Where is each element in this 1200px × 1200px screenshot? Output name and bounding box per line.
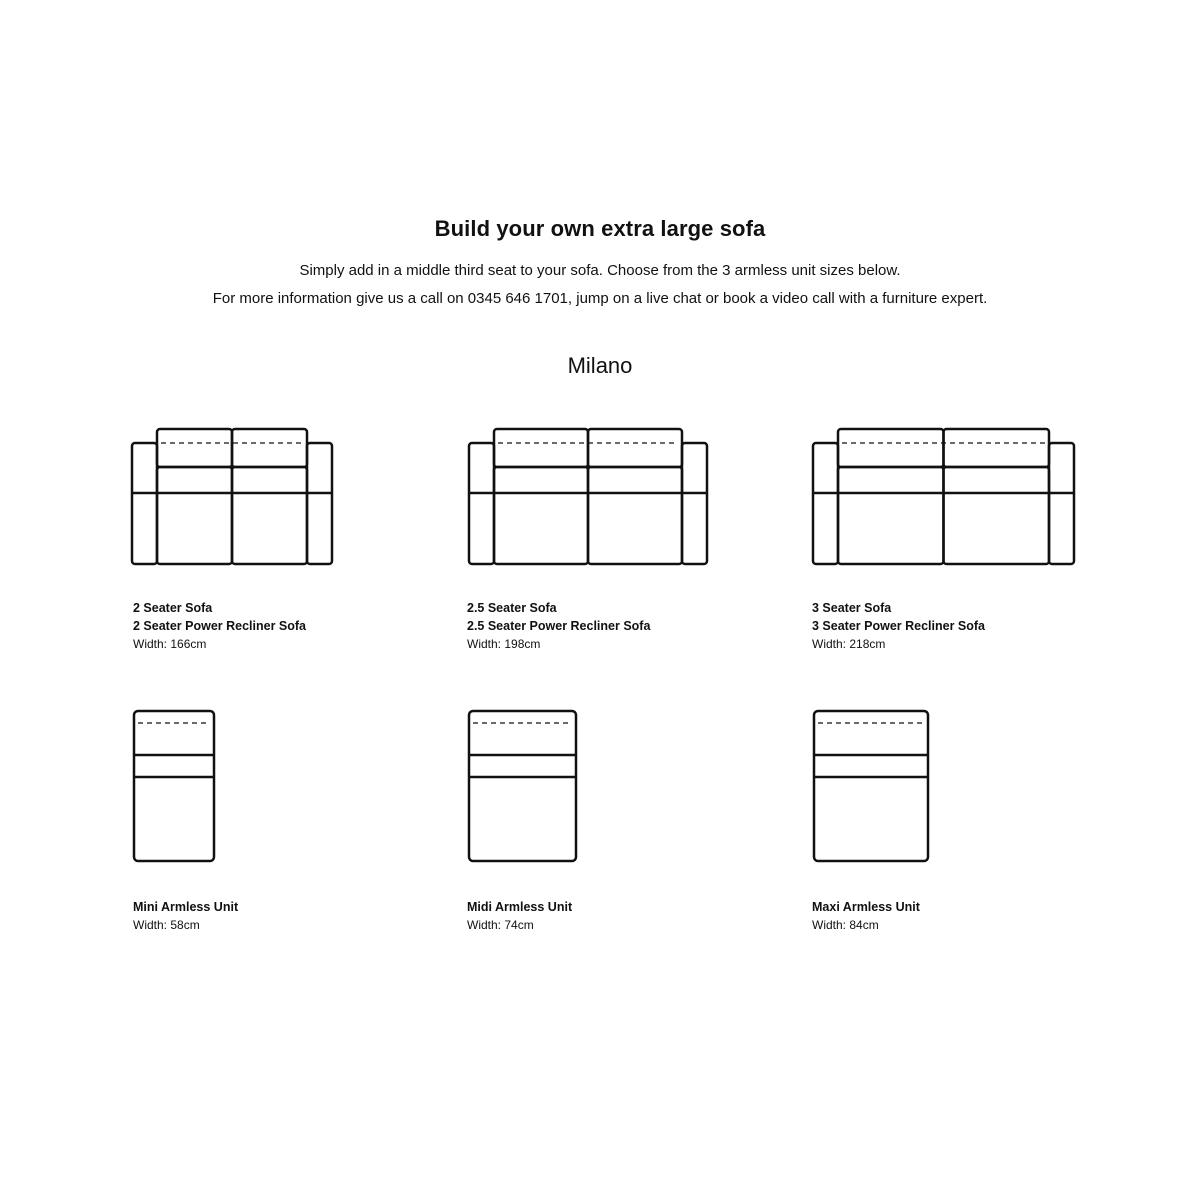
unit-width: Width: 84cm xyxy=(812,918,879,932)
sofa-width: Width: 218cm xyxy=(812,637,886,651)
unit-name: Maxi Armless Unit xyxy=(812,900,920,914)
sofa-name: 2.5 Seater Sofa xyxy=(467,601,557,615)
unit-width: Width: 74cm xyxy=(467,918,534,932)
sofa-caption xyxy=(467,599,650,653)
unit-caption xyxy=(812,898,920,934)
sofa-variant: 3 Seater Power Recliner Sofa xyxy=(812,619,985,633)
right-arm xyxy=(682,443,707,564)
sofa-name: 2 Seater Sofa xyxy=(133,601,213,615)
sofa-variant: 2.5 Seater Power Recliner Sofa xyxy=(467,619,651,633)
back-cushion-left xyxy=(157,429,232,467)
sofa-3-seater-diagram xyxy=(811,427,1079,569)
sofa-2-seater-diagram xyxy=(130,427,336,569)
sofa-caption xyxy=(812,599,985,653)
sofa-width: Width: 198cm xyxy=(467,637,541,651)
back-cushion-left xyxy=(494,429,588,467)
mini-armless-unit-diagram xyxy=(132,709,218,865)
unit-frame xyxy=(814,711,928,861)
sofa-caption xyxy=(133,599,306,653)
unit-name: Mini Armless Unit xyxy=(133,900,239,914)
unit-name: Midi Armless Unit xyxy=(467,900,573,914)
seat-cushion-right xyxy=(588,467,682,564)
unit-frame xyxy=(469,711,576,861)
sofa-2-5-seater-diagram xyxy=(467,427,711,569)
left-arm xyxy=(813,443,838,564)
midi-armless-unit-diagram xyxy=(467,709,580,865)
right-arm xyxy=(1049,443,1074,564)
range-title: Milano xyxy=(567,353,633,378)
back-cushion-right xyxy=(944,429,1050,467)
intro-text: Simply add in a middle third seat to your sofa. Choose from the 3 armless unit sizes below. xyxy=(299,262,901,279)
sofa-name: 3 Seater Sofa xyxy=(812,601,892,615)
left-arm xyxy=(469,443,494,564)
seat-cushion-right xyxy=(944,467,1050,564)
right-arm xyxy=(307,443,332,564)
contact-text: For more information give us a call on 0345 646 1701, jump on a live chat or book a video call with a furniture expert. xyxy=(212,290,988,307)
back-cushion-right xyxy=(588,429,682,467)
left-arm xyxy=(132,443,157,564)
maxi-armless-unit-diagram xyxy=(812,709,932,865)
seat-cushion-right xyxy=(232,467,307,564)
seat-cushion-left xyxy=(838,467,944,564)
seat-cushion-left xyxy=(157,467,232,564)
back-cushion-right xyxy=(232,429,307,467)
back-cushion-left xyxy=(838,429,944,467)
seat-cushion-left xyxy=(494,467,588,564)
sofa-width: Width: 166cm xyxy=(133,637,207,651)
unit-width: Width: 58cm xyxy=(133,918,200,932)
page-title: Build your own extra large sofa xyxy=(434,216,766,241)
unit-frame xyxy=(134,711,214,861)
sofa-variant: 2 Seater Power Recliner Sofa xyxy=(133,619,306,633)
unit-caption xyxy=(133,898,238,934)
unit-caption xyxy=(467,898,572,934)
